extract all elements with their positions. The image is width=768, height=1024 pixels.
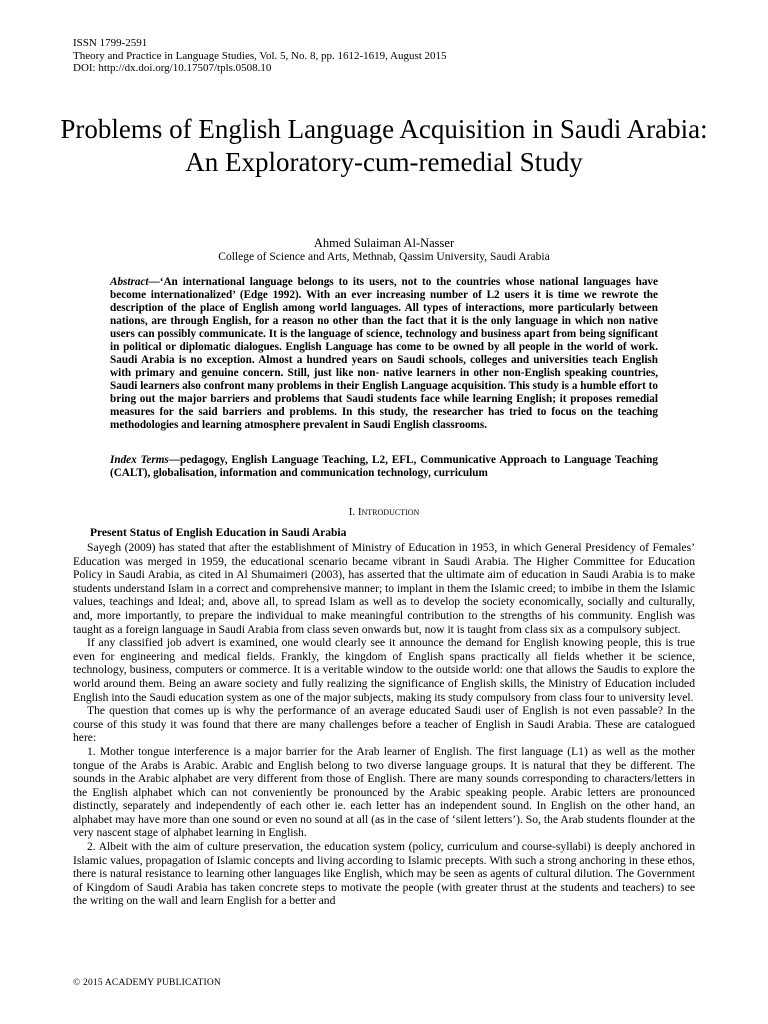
abstract — [110, 276, 658, 432]
paragraph: If any classified job advert is examined, one would clearly see it announce the demand for English knowing people, this is true even for engineering and medical fields. Frankly, the kingdom of English spans practically all fields whether it be science, technology, business, computers or commerce. It is a veritable window to the outside world: one that allows the Saudis to explore the world around them. Being an aware society and fully realizing the significance of English skills, the Ministry of Education included English into the Saudi education system as one of the major subjects, making its study compulsory from class four to university level. — [73, 636, 695, 704]
doi: DOI: http://dx.doi.org/10.17507/tpls.0508.10 — [73, 62, 272, 74]
index-terms-label: Index Terms — [110, 454, 169, 466]
author-name: Ahmed Sulaiman Al-Nasser — [313, 236, 455, 250]
copyright-footer: © 2015 ACADEMY PUBLICATION — [73, 978, 221, 988]
journal-citation: Theory and Practice in Language Studies, Vol. 5, No. 8, pp. 1612-1619, August 2015 — [73, 49, 447, 62]
issn: ISSN 1799-2591 — [73, 37, 148, 49]
section-heading — [73, 506, 695, 519]
body-text — [73, 541, 695, 908]
author-affiliation: College of Science and Arts, Methnab, Qassim University, Saudi Arabia — [218, 251, 550, 263]
subsection-heading: Present Status of English Education in Saudi Arabia — [90, 527, 347, 539]
paragraph: The question that comes up is why the performance of an average educated Saudi user of English is not even passable? In the course of this study it was found that there are many challenges before a teacher of English in Saudi Arabia. These are catalogued here: — [73, 704, 695, 745]
abstract-label: Abstract — [110, 276, 149, 288]
section-number: I. — [348, 506, 358, 518]
journal-header — [73, 37, 447, 75]
paragraph: 2. Albeit with the aim of culture preservation, the education system (policy, curriculum and course-syllabi) is deeply anchored in Islamic values, propagation of Islamic concepts and living according to Islamic precepts. With such a strong anchoring in these ethos, there is natural resistance to learning other languages like English, which may be seen as agents of cultural dilution. The Government of Kingdom of Saudi Arabia has taken concrete steps to motivate the people (with greater thrust at the students and teachers) to see the writing on the wall and learn English for a better and — [73, 840, 695, 908]
index-terms — [110, 454, 658, 480]
paper-title: Problems of English Language Acquisition in Saudi Arabia: An Exploratory-cum-remedial Study — [60, 114, 708, 177]
abstract-text: —‘An international language belongs to its users, not to the countries whose national languages have become internationalized’ (Edge 1992). With an ever increasing number of L2 users it is time we rewrote the description of the place of English among world languages. All types of interactions, more particularly between nations, are through English, for a reason no other than the fact that it is the only language in which non native users can possibly communicate. It is the language of science, technology and business apart from being significant in political or diplomatic dialogues. English Language has come to be owned by all people in the world of work. Saudi Arabia is no exception. Almost a hundred years on Saudi schools, colleges and universities teach English with primary and genuine concern. Still, just like non- native learners in other non-English speaking countries, Saudi learners also confront many problems in their English Language acquisition. This study is a humble effort to bring out the major barriers and problems that Saudi students face while learning English; it proposes remedial measures for the said barriers and problems. In this study, the researcher has tried to focus on the teaching methodologies and learning atmosphere prevalent in Saudi English classrooms. — [110, 276, 658, 431]
paragraph: Sayegh (2009) has stated that after the establishment of Ministry of Education in 1953, in which General Presidency of Females’ Education was merged in 1959, the educational scenario became vibrant in Saudi Arabia. The Higher Committee for Education Policy in Saudi Arabia, as cited in Al Shumaimeri (2003), has asserted that the ultimate aim of education in Saudi Arabia is to make students understand Islam in a correct and comprehensive manner; to implant in them the Islamic creed; to imbibe in them the Islamic values, teachings and Ideal; and, above all, to spread Islam as well as to develop the society economically, socially and culturally, and, more importantly, to prepare the individual to make meaningful contribution to the strengths of his community. English was taught as a foreign language in Saudi Arabia from class seven onwards but, now it is taught from class six as a compulsory subject. — [73, 541, 695, 636]
paragraph: 1. Mother tongue interference is a major barrier for the Arab learner of English. The first language (L1) as well as the mother tongue of the Arabs is Arabic. Arabic and English belong to two diverse language groups. It is natural that they be different. The sounds in the Arabic alphabet are very different from those of English. There are many sounds corresponding to characters/letters in the English alphabet which can not conveniently be pronounced by the Arabic speaking people. Arabic letters are pronounced distinctly, separately and independently of each other ie. each letter has an independent sound. In English on the other hand, an alphabet may have more than one sound or even no sound at all (as in the case of ‘silent letters’). So, the Arab students flounder at the very nascent stage of alphabet learning in English. — [73, 744, 695, 840]
section-title: Introduction — [357, 506, 420, 518]
index-terms-text: —pedagogy, English Language Teaching, L2, EFL, Communicative Approach to Language Teaching (CALT), globalisation, information and communication technology, curriculum — [110, 454, 658, 479]
